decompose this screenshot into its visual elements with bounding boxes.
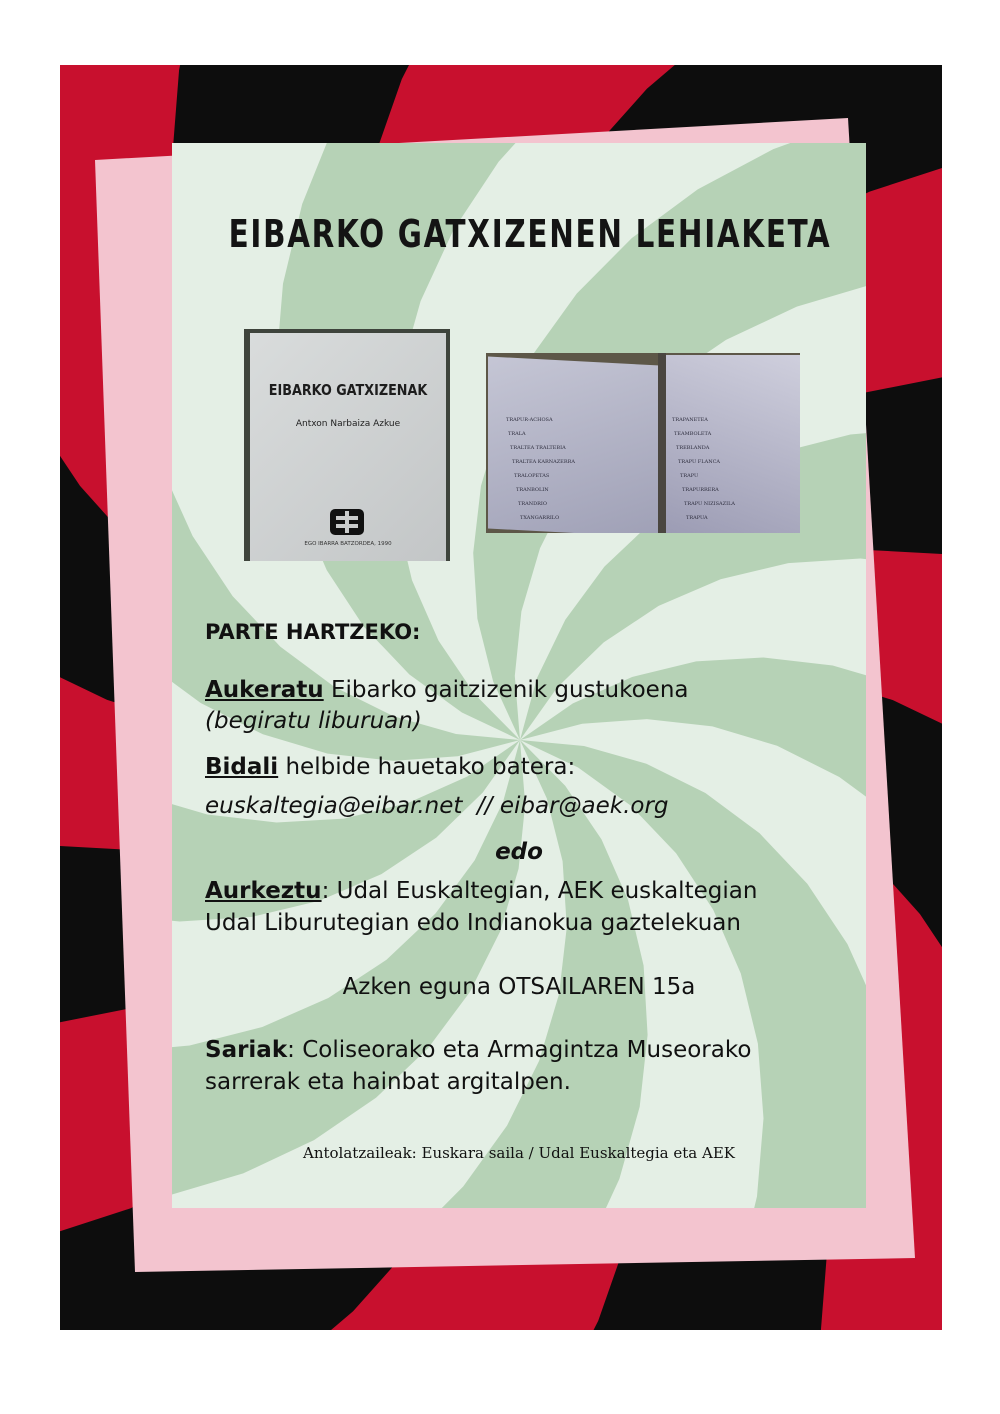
aurkeztu-label: Aurkeztu — [205, 878, 322, 904]
book-page-word: TRANBOLIN — [516, 487, 549, 493]
email-addresses: euskaltegia@eibar.net // eibar@aek.org — [205, 793, 669, 819]
book-cover-title: EIBARKO GATXIZENAK — [268, 381, 428, 399]
sariak-line — [205, 1037, 751, 1063]
open-book-left-page — [506, 413, 656, 525]
sariak-label: Sariak — [205, 1037, 288, 1063]
open-book-photo — [486, 353, 800, 533]
bidali-text: helbide hauetako batera: — [278, 754, 576, 780]
book-page-word: TRAPUA — [686, 515, 708, 521]
book-page-word: TRALOPETAS — [514, 473, 550, 479]
aurkeztu-line — [205, 878, 757, 904]
book-page-word: TRALA — [508, 431, 526, 437]
book-page-word: TEAMBOLETA — [674, 431, 712, 437]
bidali-label: Bidali — [205, 754, 279, 780]
aukeratu-line — [205, 677, 689, 703]
book-page-word: TREBLANDA — [676, 445, 710, 451]
aukeratu-note: (begiratu liburuan) — [205, 708, 422, 734]
aukeratu-text: Eibarko gaitzizenik gustukoena — [323, 677, 689, 703]
book-page-word: TRAPU FLANCA — [678, 459, 721, 465]
sariak-text-2: sarrerak eta hainbat argitalpen. — [205, 1069, 571, 1095]
section-heading: PARTE HARTZEKO: — [205, 620, 421, 644]
book-page-word: TRAPANETEA — [672, 417, 708, 423]
bidali-line — [205, 754, 575, 780]
open-book-right-page — [672, 413, 798, 525]
aurkeztu-text: : Udal Euskaltegian, AEK euskaltegian — [321, 878, 758, 904]
aukeratu-label: Aukeratu — [205, 677, 324, 703]
publisher-logo — [330, 509, 364, 535]
book-page-word: TRAPURRERA — [682, 487, 719, 493]
book-page-word: TRALTEA KARNAZERRA — [512, 459, 575, 465]
book-page-word: TRANDRIO — [518, 501, 547, 507]
book-cover-publisher: EGO IBARRA BATZORDEA, 1990 — [304, 541, 392, 547]
poster-title: EIBARKO GATXIZENEN LEHIAKETA — [228, 212, 832, 256]
book-cover-author: Antxon Narbaiza Azkue — [295, 419, 401, 429]
aurkeztu-text-2: Udal Liburutegian edo Indianokua gaztelekuan — [205, 910, 741, 936]
book-page-word: TRAPU NIZISAZILA — [684, 501, 736, 507]
book-page-word: TXANGARRILO — [520, 515, 560, 521]
book-cover-photo — [244, 329, 450, 561]
book-page-word: TRAPUR-ACHOSA — [506, 417, 553, 423]
book-page-word: TRALTEA TRALTEBIA — [510, 445, 566, 451]
edo-text: edo — [495, 839, 543, 865]
book-page-word: TRAPU — [680, 473, 699, 479]
sariak-text: : Coliseorako eta Armagintza Museorako — [287, 1037, 752, 1063]
organizers: Antolatzaileak: Euskara saila / Udal Euskaltegia eta AEK — [303, 1144, 735, 1162]
deadline: Azken eguna OTSAILAREN 15a — [342, 974, 696, 1000]
